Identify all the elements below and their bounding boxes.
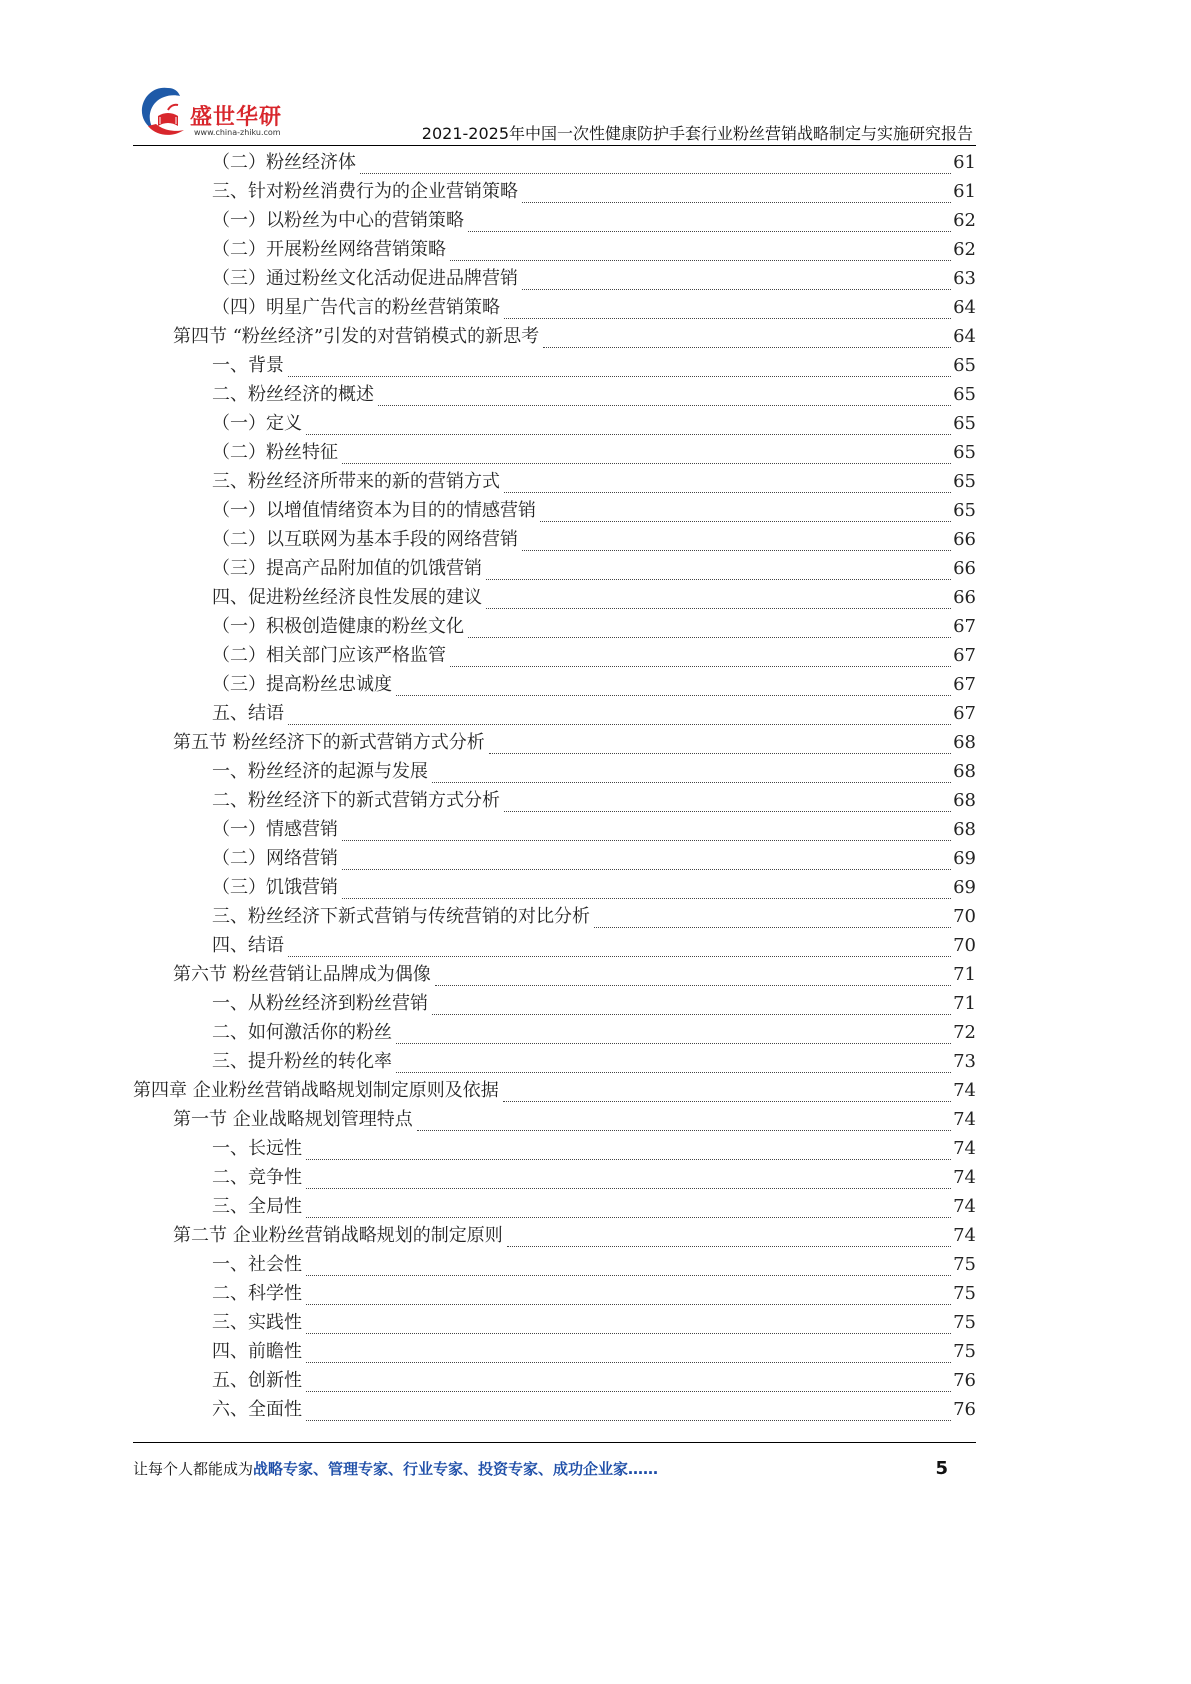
toc-entry-page: 70 <box>953 935 976 956</box>
toc-entry-label: （二）以互联网为基本手段的网络营销 <box>212 529 518 550</box>
toc-dot-leader <box>594 898 951 928</box>
toc-dot-leader <box>504 289 951 319</box>
toc-entry-label: 三、粉丝经济下新式营销与传统营销的对比分析 <box>212 906 590 927</box>
toc-entry-page: 74 <box>953 1080 976 1101</box>
toc-entry-label: （三）通过粉丝文化活动促进品牌营销 <box>212 268 518 289</box>
toc-dot-leader <box>504 782 951 812</box>
toc-entry-label: （二）网络营销 <box>212 848 338 869</box>
toc-entry-label: 三、实践性 <box>212 1312 302 1333</box>
toc-entry-label: 二、如何激活你的粉丝 <box>212 1022 392 1043</box>
toc-entry-page: 69 <box>953 848 976 869</box>
toc-entry-label: 一、粉丝经济的起源与发展 <box>212 761 428 782</box>
toc-entry-label: 三、提升粉丝的转化率 <box>212 1051 392 1072</box>
toc-entry-page: 67 <box>953 703 976 724</box>
toc-entry-label: 一、从粉丝经济到粉丝营销 <box>212 993 428 1014</box>
toc-entry-page: 70 <box>953 906 976 927</box>
toc-dot-leader <box>306 1391 951 1421</box>
toc-entry-page: 67 <box>953 645 976 666</box>
company-logo <box>138 82 308 146</box>
toc-entry-label: （一）情感营销 <box>212 819 338 840</box>
toc-entry-label: 第四章 企业粉丝营销战略规划制定原则及依据 <box>133 1080 499 1101</box>
toc-entry-label: 第六节 粉丝营销让品牌成为偶像 <box>173 964 431 985</box>
toc-dot-leader <box>342 869 951 899</box>
toc-entry-page: 61 <box>953 152 976 173</box>
toc-entry-label: （一）以粉丝为中心的营销策略 <box>212 210 464 231</box>
toc-entry-page: 74 <box>953 1225 976 1246</box>
toc-entry-label: （四）明星广告代言的粉丝营销策略 <box>212 297 500 318</box>
toc-entry-label: 第五节 粉丝经济下的新式营销方式分析 <box>173 732 485 753</box>
toc-dot-leader <box>342 811 951 841</box>
toc-entry-label: 第一节 企业战略规划管理特点 <box>173 1109 413 1130</box>
toc-dot-leader <box>468 202 951 232</box>
toc-entry-page: 65 <box>953 355 976 376</box>
toc-entry-page: 67 <box>953 616 976 637</box>
toc-dot-leader <box>543 318 951 348</box>
toc-dot-leader <box>306 1188 951 1218</box>
toc-entry-label: （三）提高粉丝忠诚度 <box>212 674 392 695</box>
toc-entry-page: 65 <box>953 413 976 434</box>
toc-entry-label: （一）以增值情绪资本为目的的情感营销 <box>212 500 536 521</box>
toc-entry-page: 72 <box>953 1022 976 1043</box>
toc-entry-label: （二）开展粉丝网络营销策略 <box>212 239 446 260</box>
toc-dot-leader <box>306 405 951 435</box>
toc-dot-leader <box>522 521 951 551</box>
toc-dot-leader <box>396 1014 951 1044</box>
toc-entry-page: 75 <box>953 1312 976 1333</box>
toc-entry-page: 69 <box>953 877 976 898</box>
toc-dot-leader <box>306 1275 951 1305</box>
toc-entry-page: 73 <box>953 1051 976 1072</box>
toc-entry-label: （一）积极创造健康的粉丝文化 <box>212 616 464 637</box>
toc-entry[interactable] <box>212 1395 976 1424</box>
toc-entry-label: （二）粉丝经济体 <box>212 152 356 173</box>
toc-dot-leader <box>342 840 951 870</box>
toc-entry-page: 64 <box>953 297 976 318</box>
toc-entry-label: （三）饥饿营销 <box>212 877 338 898</box>
toc-entry-page: 68 <box>953 790 976 811</box>
toc-entry-page: 61 <box>953 181 976 202</box>
toc-dot-leader <box>396 666 951 696</box>
toc-dot-leader <box>450 637 951 667</box>
toc-dot-leader <box>306 1159 951 1189</box>
toc-dot-leader <box>540 492 951 522</box>
toc-dot-leader <box>486 550 951 580</box>
toc-entry-label: 二、科学性 <box>212 1283 302 1304</box>
toc-entry-label: 五、创新性 <box>212 1370 302 1391</box>
toc-dot-leader <box>360 144 951 174</box>
toc-dot-leader <box>450 231 951 261</box>
toc-dot-leader <box>522 260 951 290</box>
toc-dot-leader <box>306 1246 951 1276</box>
toc-entry-label: 一、背景 <box>212 355 284 376</box>
toc-dot-leader <box>378 376 951 406</box>
toc-entry-label: （二）相关部门应该严格监管 <box>212 645 446 666</box>
footer-divider <box>133 1442 976 1443</box>
toc-entry-page: 74 <box>953 1167 976 1188</box>
toc-dot-leader <box>306 1333 951 1363</box>
toc-entry-page: 64 <box>953 326 976 347</box>
toc-entry-page: 68 <box>953 732 976 753</box>
toc-dot-leader <box>503 1072 951 1102</box>
page-header <box>0 0 1191 150</box>
toc-entry-label: 二、竞争性 <box>212 1167 302 1188</box>
toc-dot-leader <box>468 608 951 638</box>
toc-dot-leader <box>504 463 951 493</box>
toc-entry-page: 68 <box>953 761 976 782</box>
toc-entry-label: 第四节 “粉丝经济”引发的对营销模式的新思考 <box>173 326 540 347</box>
toc-dot-leader <box>342 434 951 464</box>
toc-entry-label: 第二节 企业粉丝营销战略规划的制定原则 <box>173 1225 503 1246</box>
toc-entry-label: 四、结语 <box>212 935 284 956</box>
toc-entry-page: 65 <box>953 384 976 405</box>
footer-slogan-accent: 战略专家、管理专家、行业专家、投资专家、成功企业家…… <box>253 1460 659 1478</box>
toc-dot-leader <box>306 1130 951 1160</box>
toc-entry-page: 66 <box>953 529 976 550</box>
toc-entry-page: 76 <box>953 1399 976 1420</box>
toc-dot-leader <box>306 1304 951 1334</box>
page-number: 5 <box>935 1458 948 1479</box>
toc-entry-page: 62 <box>953 239 976 260</box>
toc-dot-leader <box>288 927 951 957</box>
toc-entry-label: 一、长远性 <box>212 1138 302 1159</box>
toc-entry-page: 76 <box>953 1370 976 1391</box>
toc-entry-page: 65 <box>953 500 976 521</box>
logo-text: 盛世华研 <box>190 105 283 130</box>
toc-entry-label: 六、全面性 <box>212 1399 302 1420</box>
page-footer <box>133 1458 976 1482</box>
logo-swoosh-icon <box>138 82 198 146</box>
toc-dot-leader <box>435 956 951 986</box>
logo-url: www.china-zhiku.com <box>194 128 281 137</box>
toc-entry-page: 65 <box>953 442 976 463</box>
toc-dot-leader <box>489 724 951 754</box>
toc-entry-page: 62 <box>953 210 976 231</box>
toc-dot-leader <box>486 579 951 609</box>
toc-entry-page: 75 <box>953 1341 976 1362</box>
toc-entry-page: 66 <box>953 558 976 579</box>
toc-entry-label: 三、粉丝经济所带来的新的营销方式 <box>212 471 500 492</box>
toc-dot-leader <box>432 753 951 783</box>
toc-dot-leader <box>507 1217 951 1247</box>
toc-entry-page: 74 <box>953 1138 976 1159</box>
footer-slogan-lead: 让每个人都能成为 <box>133 1460 254 1478</box>
toc-entry-page: 63 <box>953 268 976 289</box>
toc-dot-leader <box>288 347 951 377</box>
toc-entry-page: 75 <box>953 1254 976 1275</box>
toc-entry-page: 68 <box>953 819 976 840</box>
toc-dot-leader <box>288 695 951 725</box>
toc-entry-page: 71 <box>953 964 976 985</box>
toc-entry-label: 二、粉丝经济下的新式营销方式分析 <box>212 790 500 811</box>
toc-entry-page: 66 <box>953 587 976 608</box>
toc-entry-page: 71 <box>953 993 976 1014</box>
toc-entry-page: 74 <box>953 1109 976 1130</box>
toc-entry-label: 四、前瞻性 <box>212 1341 302 1362</box>
toc-entry-label: 一、社会性 <box>212 1254 302 1275</box>
toc-entry-label: （二）粉丝特征 <box>212 442 338 463</box>
toc-entry-page: 67 <box>953 674 976 695</box>
toc-dot-leader <box>417 1101 951 1131</box>
toc-entry-label: 三、全局性 <box>212 1196 302 1217</box>
toc-dot-leader <box>306 1362 951 1392</box>
toc-entry-label: （三）提高产品附加值的饥饿营销 <box>212 558 482 579</box>
toc-dot-leader <box>396 1043 951 1073</box>
toc-entry-label: 二、粉丝经济的概述 <box>212 384 374 405</box>
toc-dot-leader <box>522 173 951 203</box>
toc-entry-page: 74 <box>953 1196 976 1217</box>
toc-entry-label: 四、促进粉丝经济良性发展的建议 <box>212 587 482 608</box>
toc-dot-leader <box>432 985 951 1015</box>
document-title: 2021-2025年中国一次性健康防护手套行业粉丝营销战略制定与实施研究报告 <box>421 124 973 143</box>
toc-entry-label: （一）定义 <box>212 413 302 434</box>
toc-entry-page: 75 <box>953 1283 976 1304</box>
toc-entry-page: 65 <box>953 471 976 492</box>
toc-entry-label: 三、针对粉丝消费行为的企业营销策略 <box>212 181 518 202</box>
toc-entry-label: 五、结语 <box>212 703 284 724</box>
